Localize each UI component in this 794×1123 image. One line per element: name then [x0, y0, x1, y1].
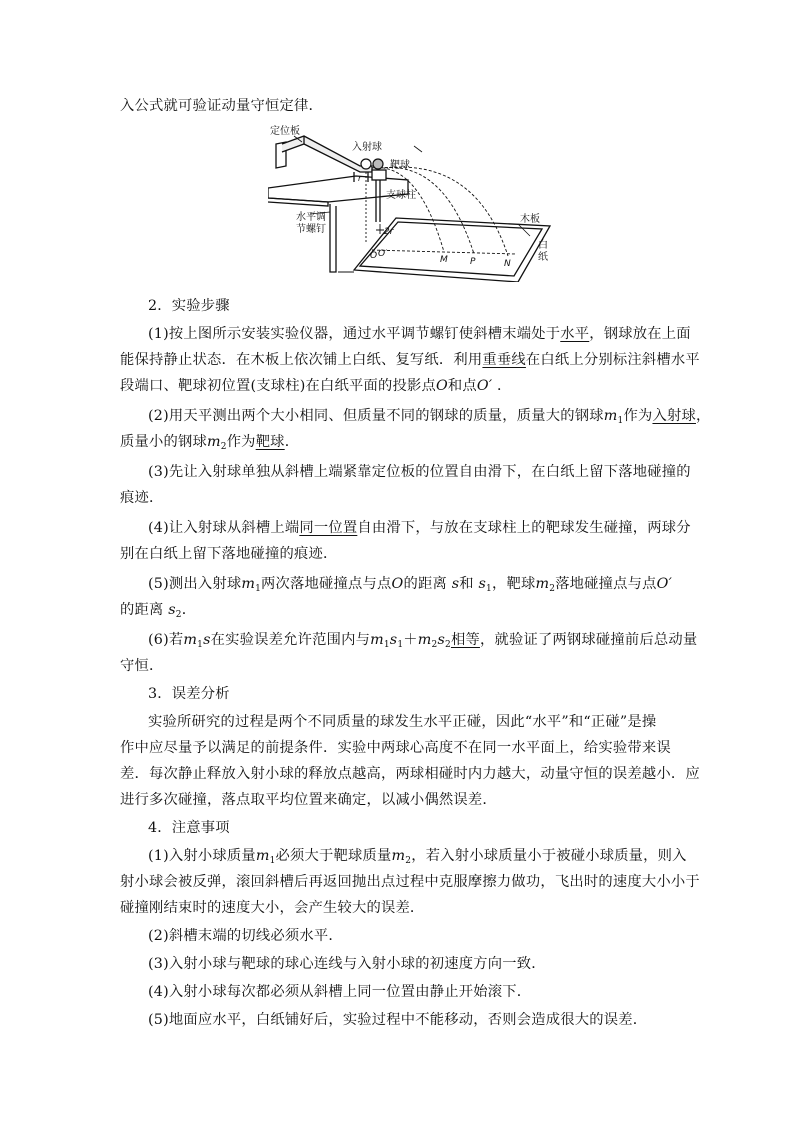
label-wood-board: 木板	[520, 214, 540, 225]
note-3: (3)入射小球与靶球的球心连线与入射小球的初速度方向一致．	[148, 956, 546, 972]
label-2r: 2r	[384, 227, 394, 237]
label-P: P	[470, 257, 476, 267]
section-4-heading: 4．注意事项	[148, 820, 230, 836]
step-3-line-1: (3)先让入射球单独从斜槽上端紧靠定位板的位置自由滑下，在白纸上留下落地碰撞的	[148, 464, 691, 480]
incident-ball	[361, 159, 371, 169]
note-1-line-1: (1)入射小球质量$m_1$必须大于靶球质量$m_2$，若入射小球质量小于被碰小球质量，则入	[148, 848, 687, 866]
note-1-line-3: 碰撞刚结束时的速度大小，会产生较大的误差．	[120, 900, 425, 916]
step-6-line-1: (6)若$m_1s$在实验误差允许范围内与$m_1s_1+m_2s_2$相等，就验证了两钢球碰撞前后总动量	[148, 632, 698, 650]
note-5: (5)地面应水平，白纸铺好后，实验过程中不能移动，否则会造成很大的误差．	[148, 1012, 648, 1028]
step-1-line-2: 能保持静止状态．在木板上依次铺上白纸、复写纸．利用重垂线在白纸上分别标注斜槽水平	[120, 352, 700, 368]
label-M: M	[440, 255, 448, 265]
target-ball	[373, 159, 383, 169]
section-2-heading: 2．实验步骤	[148, 298, 230, 314]
section-3-heading: 3．误差分析	[148, 686, 230, 702]
label-N: N	[504, 259, 511, 269]
step-4-line-2: 别在白纸上留下落地碰撞的痕迹．	[120, 546, 338, 562]
label-target-ball: 靶球	[390, 160, 410, 171]
error-line-2: 作中应尽量予以满足的前提条件．实验中两球心高度不在同一水平面上，给实验带来误	[120, 740, 671, 756]
label-locating-plate: 定位板	[270, 126, 300, 137]
step-6-line-2: 守恒．	[120, 658, 164, 674]
label-adjust-screw-2: 节螺钉	[296, 224, 326, 235]
table-leg	[330, 204, 336, 272]
apparatus-diagram	[268, 122, 558, 282]
label-incident-ball: 入射球	[352, 142, 382, 153]
label-white-paper-2: 纸	[538, 252, 548, 263]
label-adjust-screw-1: 水平调	[296, 212, 326, 223]
step-3-line-2: 痕迹．	[120, 490, 164, 506]
intro-text: 入公式就可验证动量守恒定律．	[120, 98, 323, 114]
error-line-1: 实验所研究的过程是两个不同质量的球发生水平正碰，因此“水平”和“正碰”是操	[148, 714, 657, 730]
step-1-line-1: (1)按上图所示安装实验仪器，通过水平调节螺钉使斜槽末端处于水平，钢球放在上面	[148, 326, 691, 342]
error-line-3: 差．每次静止释放入射小球的释放点越高，两球相碰时内力越大，动量守恒的误差越小．应	[120, 766, 700, 782]
note-2: (2)斜槽末端的切线必须水平．	[148, 928, 343, 944]
step-1-line-3: 段端口、靶球初位置(支球柱)在白纸平面的投影点O和点O′ ．	[120, 378, 512, 394]
step-2-line-1: (2)用天平测出两个大小相同、但质量不同的钢球的质量，质量大的钢球$m_1$作为入射球，	[148, 408, 711, 426]
step-4-line-1: (4)让入射球从斜槽上端同一位置自由滑下，与放在支球柱上的靶球发生碰撞，两球分	[148, 520, 691, 536]
label-white-paper-1: 白	[538, 240, 548, 251]
label-r: r	[358, 174, 362, 183]
step-5-line-2: 的距离 $s_2$．	[120, 602, 197, 620]
note-1-line-2: 射小球会被反弹，滚回斜槽后再返回抛出点过程中克服摩擦力做功，飞出时的速度大小小于	[120, 874, 700, 890]
step-5-line-1: (5)测出入射球$m_1$两次落地碰撞点与点O的距离 s和 $s_1$，靶球$m_2$落地碰撞点与点O′	[148, 576, 673, 594]
label-support-post: 支球柱	[386, 190, 416, 201]
step-2-line-2: 质量小的钢球$m_2$作为靶球．	[120, 434, 300, 452]
note-4: (4)入射小球每次都必须从斜槽上同一位置由静止开始滚下．	[148, 984, 532, 1000]
label-O: O	[370, 251, 378, 261]
label-O-prime: O′	[378, 249, 388, 259]
error-line-4: 进行多次碰撞，落点取平均位置来确定，以减小偶然误差．	[120, 792, 497, 808]
